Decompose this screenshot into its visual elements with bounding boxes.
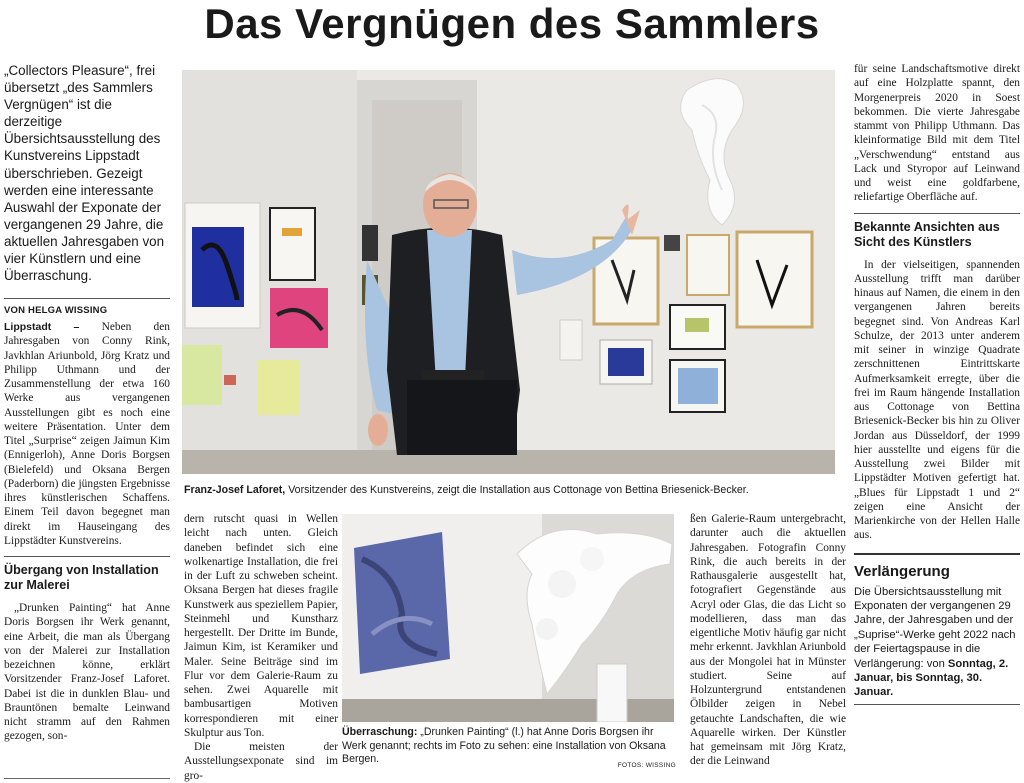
caption-second-photo bbox=[342, 726, 676, 773]
info-box-body: Die Übersichtsausstellung mit Exponaten der vergangenen 29 Jahre, der Jahresgaben und der „Suprise“-Werke geht 2022 nach der Feiertagspause in die Verlängerung: von bbox=[854, 585, 1016, 670]
caption-main-text: Vorsitzender des Kunstvereins, zeigt die Installation aus Cottonage von Bettina Briesenick-Becker. bbox=[285, 484, 749, 496]
caption-second-text: „Drunken Painting“ (l.) hat Anne Doris Borgsen ihr Werk genannt; rechts im Foto zu sehen: eine Installation von Oksana Bergen. bbox=[342, 726, 666, 766]
article-body-left-2 bbox=[4, 601, 170, 744]
paragraph-6: für seine Landschaftsmotive direkt auf eine Holzplatte spannt, den Morgenerpreis 2020 in Soest bekommen. Die vierte Jahresgabe stammt von Philipp Uthmann. Das kleinformatige Bild mit dem Titel „Verschwendung“ entstand aus Lack und Styropor auf Leinwand und weist eine goldfarbene, reliefartige Oberfläche auf. bbox=[854, 63, 1020, 204]
paragraph-7: In der vielseitigen, spannenden Ausstellung trifft man darüber hinaus auf Namen, die einem in den vergangenen Jahren bereits begegnet sind. Von Andreas Karl Schulze, der 2013 unter anderem mit seiner in winzige Quadrate zerschnittenen Eintrittskarte Aufmerksamkeit erregte, über die frei im Raum hängende Installation aus Cottonage von Bettina Briesenick-Becker bis hin zu Oliver Jordan aus Düsseldorf, der 1999 hier ausstellte und eigens für die Ausstellung zwei Bilder mit Lippstädter Motiven gefertigt hat. „Blues für Lippstadt 1 und 2“ zeigen eine Ansicht der Marienkirche von der Hellen Halle aus. bbox=[854, 258, 1020, 542]
info-box-title: Verlängerung bbox=[854, 562, 950, 580]
subhead-bekannte-ansichten: Bekannte Ansichten aus Sicht des Künstlers bbox=[854, 213, 1020, 250]
footer-rule bbox=[4, 778, 170, 779]
info-box-verlaengerung bbox=[854, 553, 1020, 705]
paragraph-5: ßen Galerie-Raum untergebracht, darunter auch die aktuellen Jahresgaben. Fotografin Conny Rink, die auch bereits in der Rathausgalerie ausgestellt hat, fotografiert Gegenstände aus Acryl oder Glas, die das Licht so modellieren, dass man das eigentliche Motiv häufig gar nicht mehr erkennt. Javkhlan Ariunbold aus der Mongolei hat in Münster studiert. Seine auf Holzuntergrund entstandenen Ölbilder zeigen in Nebel getauchte Landschaften, die wie Aquarelle wirken. Der Künstler hat gemeinsam mit Jörg Kratz, der die Leinwand bbox=[690, 513, 846, 768]
photo-laforet-drawing bbox=[182, 70, 835, 474]
dateline: Lippstadt – bbox=[4, 321, 80, 334]
photo-surprise bbox=[342, 514, 674, 722]
intro-text: „Collectors Pleasure“, frei übersetzt „des Sammlers Vergnügen“ ist die derzeitige Übersichtsausstellung des Kunstvereins Lippstadt überschrieben. Gezeigt werden eine interessante Auswahl der Exponate der vergangenen 29 Jahre, die aktuellen Jahresgaben von vier Künstlern und eine Überraschung. bbox=[4, 63, 165, 284]
photo-surprise-drawing bbox=[342, 514, 674, 722]
article-body-right-2 bbox=[854, 258, 1020, 543]
byline: VON HELGA WISSING bbox=[4, 298, 170, 320]
info-box-rule bbox=[854, 704, 1020, 705]
headline: Das Vergnügen des Sammlers bbox=[204, 0, 820, 47]
right-column bbox=[854, 62, 1020, 705]
left-column bbox=[4, 62, 170, 744]
info-box-text bbox=[854, 585, 1020, 700]
info-box-dates: Sonntag, 2. Januar, bis Sonntag, 30. Januar. bbox=[854, 657, 1009, 699]
center-column-2 bbox=[690, 512, 846, 769]
center-column-1 bbox=[184, 512, 338, 783]
article-body-left bbox=[4, 320, 170, 548]
caption-main-name: Franz-Josef Laforet, bbox=[184, 484, 286, 496]
caption-second-lead: Überraschung: bbox=[342, 726, 418, 738]
photo-credit: FOTOS: WISSING bbox=[617, 762, 676, 770]
paragraph-1-text: Neben den Jahresgaben von Conny Rink, Javkhlan Ariunbold, Jörg Kratz und Philipp Uthmann und der Zusammenstellung der etwa 160 Werke aus vergangenen Ausstellungen gibt es noch eine weitere Präsentation. Unter dem Titel „Surprise“ zeigen Jaimun Kim (Ennigerloh), Anne Doris Borgsen (Bielefeld) und Oksana Bergen (Paderborn) die jüngsten Ergebnisse ihres künstlerischen Schaffens. Einem Teil davon begegnet man direkt im Hauseingang des Lippstädter Kunstvereins. bbox=[4, 321, 170, 547]
article-body-right bbox=[854, 62, 1020, 205]
photo-laforet bbox=[182, 70, 835, 474]
paragraph-1 bbox=[4, 320, 170, 548]
subhead-uebergang: Übergang von Installation zur Malerei bbox=[4, 556, 170, 593]
paragraph-3: dern rutscht quasi in Wellen leicht nach unten. Gleich daneben befindet sich eine wolkenartige Installation, die frei in der Luft zu schweben scheint. Oksana Bergen hat dieses fragile Kunstwerk aus speziellem Papier, Steinmehl und Kunstharz hergestellt. Der Dritte im Bunde, Jaimun Kim, ist Keramiker und Maler. Seine Beiträge sind im Flur vor dem Galerie-Raum zu sehen. Zwei Aquarelle mit bambusartigen Motiven korrespondieren mit einer Skulptur aus Ton. bbox=[184, 513, 338, 739]
paragraph-2: „Drunken Painting“ hat Anne Doris Borgsen ihr Werk genannt, eine Arbeit, die man als Übergang von der Malerei zur Installation bezeichnen könne, erklärt Vorsitzender Franz-Josef Laforet. Dabei ist die in dunklen Blau- und Brauntönen bemalte Leinwand nicht stramm auf den Rahmen gezogen, son- bbox=[4, 602, 170, 743]
caption-main-photo bbox=[184, 484, 834, 497]
paragraph-4: Die meisten der Ausstellungsexponate sind im gro- bbox=[184, 741, 338, 782]
